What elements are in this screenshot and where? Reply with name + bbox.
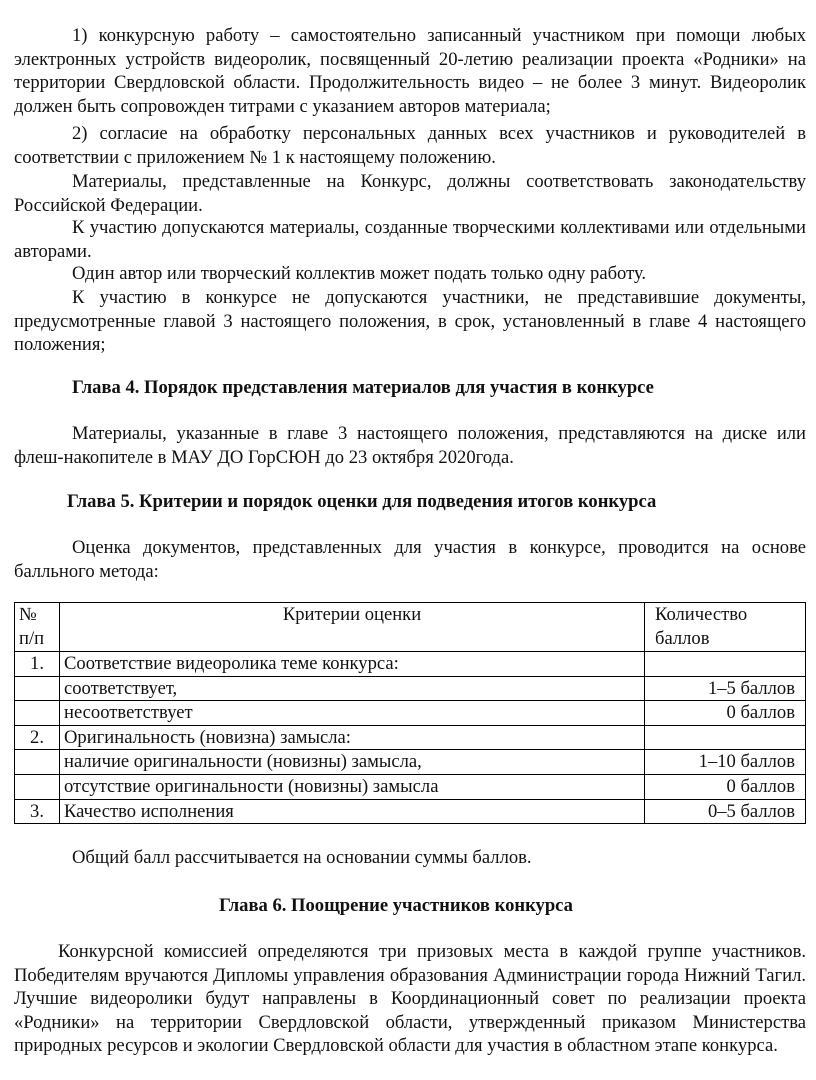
chapter-5-title: Глава 5. Критерии и порядок оценки для подведения итогов конкурса: [67, 491, 657, 512]
paragraph-one-work: Один автор или творческий коллектив может подать только одну работу.: [72, 263, 647, 284]
paragraph-legislation: Материалы, представленные на Конкурс, должны соответствовать законодательству Российской Федерации.: [14, 171, 806, 216]
criteria-table-header-row: [15, 603, 806, 652]
row-criterion: соответствует,: [60, 676, 645, 701]
row-points: 1–5 баллов: [645, 676, 806, 701]
row-points: [645, 725, 806, 750]
row-criterion: Оригинальность (новизна) замысла:: [60, 725, 645, 750]
paragraph-exclusion: К участию в конкурсе не допускаются участники, не представившие документы, предусмотренные главой 3 настоящего положения, в срок, установленный в главе 4 настоящего положения;: [14, 287, 806, 356]
row-criterion: несоответствует: [60, 701, 645, 726]
row-criterion: Соответствие видеоролика теме конкурса:: [60, 652, 645, 677]
row-points: 1–10 баллов: [645, 750, 806, 775]
row-criterion: отсутствие оригинальности (новизны) замысла: [60, 774, 645, 799]
row-points: [645, 652, 806, 677]
chapter-6-text: Конкурсной комиссией определяются три призовых места в каждой группе участников. Победителям вручаются Дипломы управления образования Администрации города Нижний Тагил. Лучшие видеоролики будут направлены в Координационный совет по реализации проекта «Родники» на территории Свердловской области, утвержденный приказом Министерства природных ресурсов и экологии Свердловской области для участия в областном этапе конкурса.: [14, 941, 806, 1057]
chapter-4-text: Материалы, указанные в главе 3 настоящего положения, представляются на диске или флеш-накопителе в МАУ ДО ГорСЮН до 23 октября 2020года.: [14, 423, 806, 468]
row-points: 0–5 баллов: [645, 799, 806, 824]
table-row: [15, 652, 806, 677]
chapter-6-title: Глава 6. Поощрение участников конкурса: [219, 895, 573, 916]
chapter-5-note: Общий балл рассчитывается на основании суммы баллов.: [72, 847, 532, 868]
row-number: 3.: [15, 799, 60, 824]
chapter-5-text: Оценка документов, представленных для участия в конкурсе, проводится на основе балльного метода:: [14, 537, 806, 582]
paragraph-admission: К участию допускаются материалы, созданные творческими коллективами или отдельными авторами.: [14, 217, 806, 262]
header-number: № п/п: [15, 603, 60, 652]
row-number: [15, 676, 60, 701]
criteria-table: [14, 602, 806, 824]
row-number: [15, 750, 60, 775]
row-number: 1.: [15, 652, 60, 677]
table-row: [15, 799, 806, 824]
table-row: [15, 774, 806, 799]
row-points: 0 баллов: [645, 701, 806, 726]
row-number: [15, 774, 60, 799]
table-row: [15, 750, 806, 775]
table-row: [15, 701, 806, 726]
row-number: [15, 701, 60, 726]
chapter-4-title: Глава 4. Порядок представления материалов для участия в конкурсе: [72, 377, 654, 398]
row-points: 0 баллов: [645, 774, 806, 799]
row-criterion: Качество исполнения: [60, 799, 645, 824]
row-criterion: наличие оригинальности (новизны) замысла,: [60, 750, 645, 775]
paragraph-item-2: 2) согласие на обработку персональных данных всех участников и руководителей в соответствии с приложением № 1 к настоящему положению.: [14, 123, 806, 168]
table-row: [15, 676, 806, 701]
row-number: 2.: [15, 725, 60, 750]
header-criteria: Критерии оценки: [60, 603, 645, 652]
table-row: [15, 725, 806, 750]
paragraph-item-1: 1) конкурсную работу – самостоятельно записанный участником при помощи любых электронных устройств видеоролик, посвященный 20-летию реализации проекта «Родники» на территории Свердловской области. Продолжительность видео – не более 3 минут. Видеоролик должен быть сопровожден титрами с указанием авторов материала;: [14, 25, 806, 117]
header-points: Количество баллов: [645, 603, 806, 652]
